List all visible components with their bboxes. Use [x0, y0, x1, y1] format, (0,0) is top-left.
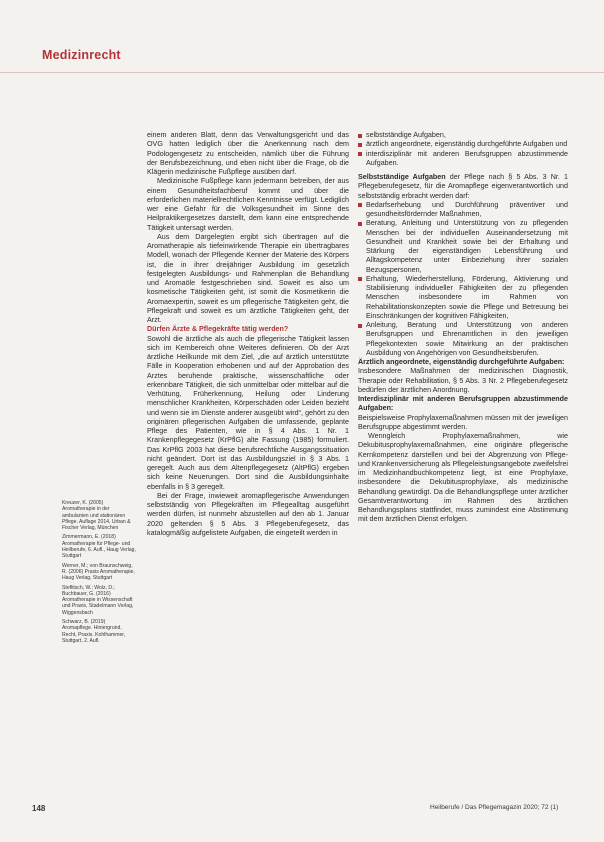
sidenote: Steflitsch, W.; Wolz, D.; Buchbauer, G. (2016) Aromatherapie in Wissenschaft und Praxis, Stadelmann Verlag, Wiggensbach	[62, 584, 134, 616]
subheading: Ärztlich angeordnete, eigenständig durchgeführte Aufgaben:	[358, 358, 565, 366]
sidenote: Kreuzer, K. (2005) Aromatherapie in der ambulanten und stationären Pflege. Auflage 2014, Urban & Fischer Verlag, München	[62, 500, 131, 532]
subheading: Dürfen Ärzte & Pflegekräfte tätig werden?	[147, 325, 289, 334]
bullet-item: ärztlich angeordnete, eigenständig durchgeführte Aufgaben und	[358, 140, 568, 149]
paragraph: Wenngleich Prophylaxemaßnahmen, wie Dekubitusprophylaxemaßnahmen, eine originäre pflegerische Kernkompetenz darstellen und bei der Abgrenzung von Pflege- und Krankenversicherung als Pflegeleistungsangebote zweifelsfrei im Medizinhandbuchkompetenz liegt, ist eine Prophylaxe, insbesondere die Dekubitusprophylaxe, als medizinische Behandlung gewürdigt. Da die Behandlungspflege unter ärztlicher Gesamtverantwortung im Rahmen des ärztlichen Behandlungsplans stattfindet, muss zumindest eine Abstimmung mit dem ärztlichen Dienst erfolgen.	[358, 432, 568, 524]
sidenote: Werner, M.; von Braunschweig, R. (2006) Praxis Aromatherapie, Haug Verlag, Stuttgart	[62, 562, 135, 582]
sidenote: Schwarz, B. (2019) Aromapflege. Hintergrund, Recht, Praxis. Kohlhammer, Stuttgart, 2. Aufl.	[62, 619, 126, 644]
bullet-item: selbstständige Aufgaben,	[358, 131, 568, 140]
inline-heading: Selbstständige Aufgaben	[358, 173, 446, 181]
journal-footer: Heilberufe / Das Pflegemagazin 2020; 72 (1)	[430, 804, 559, 811]
page-header	[0, 40, 604, 80]
paragraph: Medizinische Fußpflege kann jedermann betreiben, der aus einem Gesundheitsfachberuf kommt und über die erforderlichen materiellrechtlichen Kenntnisse verfügt. Lediglich wer eine Gefahr für die Volksgesundheit im Sinne des Heilpraktikergesetzes darstellt, dem kann eine entsprechende Tätigkeit untersagt werden.	[147, 177, 349, 232]
sidenotes	[62, 500, 136, 647]
subheading: Interdisziplinär mit anderen Berufsgruppen abzustimmende Aufgaben:	[358, 395, 568, 413]
paragraph: Beispielsweise Prophylaxemaßnahmen müssen mit der jeweiligen Berufsgruppe abgestimmt werden.	[358, 413, 568, 431]
paragraph: Aus dem Dargelegten ergibt sich übertragen auf die Aromatherapie als tiefeinwirkende Therapie ein übertragbares Modell, wonach der Pflegende Kenner der Materie des Körpers ist, die in ihrer dreijähriger Ausbildung im gesetzlich festgelegten Ausbildungs- und Rahmenplan die Behandlung und Aromaöle festgeschrieben sind. Soweit es also um kosmetische Tätigkeiten geht, ist somit die Kosmetikerin die Aromaexpertin, soweit es um pflegerische Tätigkeiten geht, die Pflegekraft und soweit es um ärztliche Tätigkeiten geht, der Arzt.	[147, 232, 349, 324]
paragraph: einem anderen Blatt, denn das Verwaltungsgericht und das OVG hatten lediglich über die Anerkennung nach dem Podologengesetz zu entscheiden, nämlich über die Führung der Berufsbezeichnung, und eben nicht über die Frage, ob die Klägerin medizinische Fußpflege ausüben darf.	[147, 131, 349, 176]
bullet-item: Bedarfserhebung und Durchführung präventiver und gesundheitsfördernder Maßnahmen,	[358, 201, 568, 220]
bullet-item: Beratung, Anleitung und Unterstützung von zu pflegenden Menschen bei der individuellen Auseinandersetzung mit Gesundheit und Krankheit sowie bei der Erhaltung und Stärkung der eigenständigen Lebensführung und Alltagskompetenz unter Einbeziehung ihrer sozialen Bezugspersonen,	[358, 219, 568, 275]
bullet-item: Erhaltung, Wiederherstellung, Förderung, Aktivierung und Stabilisierung individueller Fähigkeiten der zu pflegenden Menschen insbesondere im Rahmen von Rehabilitationskonzepten sowie die Pflege und Betreuung bei Einschränkungen der kognitiven Fähigkeiten,	[358, 275, 568, 321]
paragraph: Bei der Frage, inwieweit aromapflegerische Anwendungen selbstständig von Pflegekräften im Pflegealltag ausgeführt werden dürfen, ist nunmehr abzustellen auf den ab 1. Januar 2020 geltenden § 5 Abs. 3 Pflegeberufegesetz, das katalogmäßig aufgelistete Aufgaben, die eingeteilt werden in	[147, 491, 349, 537]
column-right	[358, 131, 568, 525]
header-rule	[0, 72, 604, 73]
sidenote: Zimmermann, E. (2018) Aromatherapie für Pflege- und Heilberufe, 6. Aufl., Haug Verlag, Stuttgart	[62, 534, 136, 560]
section-title: Medizinrecht	[42, 48, 121, 62]
paragraph: Sowohl die ärztliche als auch die pflegerische Tätigkeit lassen sich im Kernbereich ohne Weiteres definieren. Ob der Arzt ärztliche Heilkunde mit dem Ziel, „die auf ärztlich unterstützte Fälle in Kooperation erhobenen und auf der Approbation des Arztes beruhende praktische, wissenschaftliche oder erkennbare Tätigkeit, die sich unmittelbar oder mittelbar auf die Verhütung, Früherkennung, Heilung oder Linderung menschlicher Krankheiten, Körperschäden oder Leiden bezieht und wenn sie im Dienste anderer ausgeübt wird“, gehört zu den originären pflegerischen Aufgaben die umfassende, geplante Pflege des Patienten, wie in § 4 Abs. 1 Nr. 1 Krankenpflegegesetz (KrPflG) alte Fassung (1985) formuliert. Das KrPflG 2003 hat diese berufsrechtliche Ausgangssituation nicht geändert. Dort ist das Ausbildungsziel in § 3 Abs. 1 geregelt. Auch aus dem Altenpflegegesetz (AltPflG) ergeben sich keine Neuerungen. Dort sind die Ausbildungsinhalte ebenfalls in § 3 geregelt.	[147, 334, 349, 491]
page-number: 148	[32, 804, 46, 813]
bullet-item: interdisziplinär mit anderen Berufsgruppen abzustimmende Aufgaben.	[358, 150, 568, 169]
paragraph: Insbesondere Maßnahmen der medizinischen Diagnostik, Therapie oder Rehabilitation, § 5 Abs. 3 Nr. 2 Pflegeberufegesetz bedürfen der ärztlichen Anordnung.	[358, 367, 568, 394]
paragraph	[358, 173, 568, 201]
bullet-item: Anleitung, Beratung und Unterstützung von anderen Berufsgruppen und Ehrenamtlichen in den jeweiligen Pflegekontexten sowie Mitwirkung an der praktischen Ausbildung von Angehörigen von Gesundheitsberufen.	[358, 321, 568, 358]
paragraph-text: der Pflege nach § 5 Abs. 3 Nr. 1 Pflegeberufegesetz, für die Aromapflege eigenverantwortlich und selbstständig erbracht werden darf:	[358, 173, 569, 200]
column-left	[147, 131, 349, 538]
